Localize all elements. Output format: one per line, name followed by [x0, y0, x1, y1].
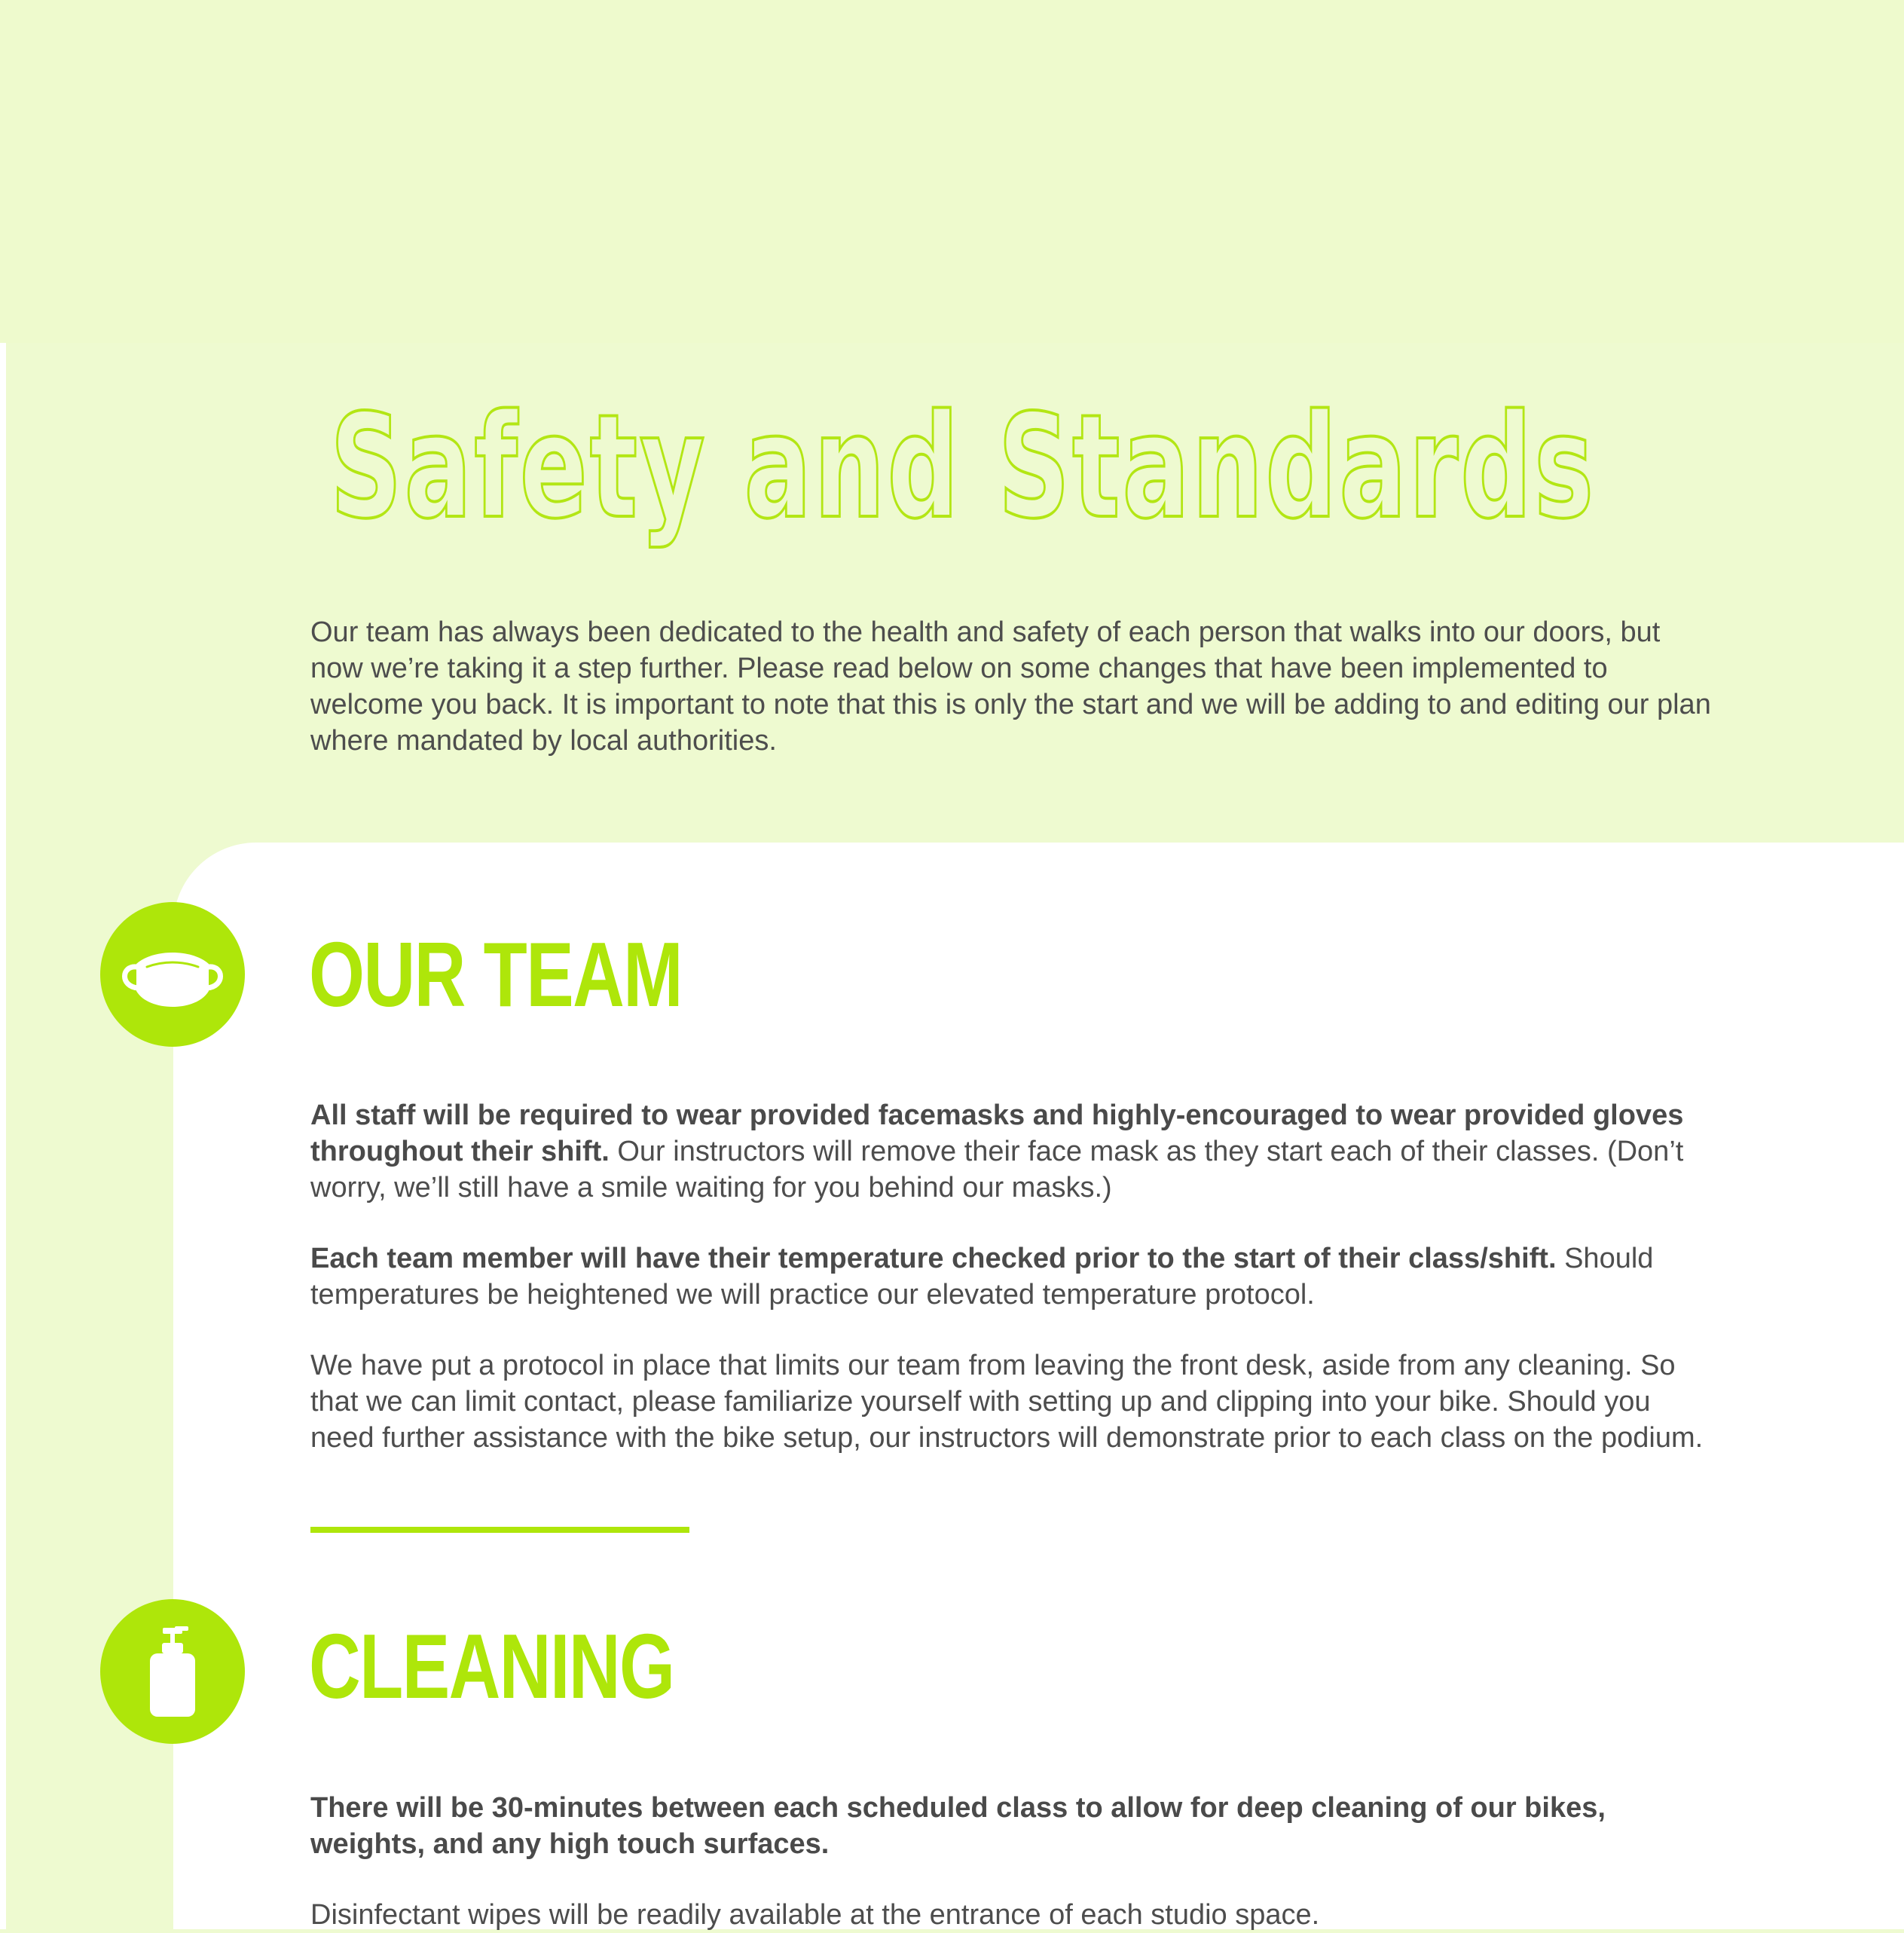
intro-paragraph: Our team has always been dedicated to the health and safety of each person that walks into our doors, but now we’re taking it a step further. Please read below on some changes that have been implemented to welcome you back. It is important to note that this is only the start and we will be adding to and editing our plan where mandated by local authorities. — [310, 616, 1711, 757]
team-paragraph-1-bold: All staff will be required to wear provided facemasks and highly-encouraged to wear provided gloves throughout their shift. — [310, 1100, 1684, 1167]
section-divider — [310, 1527, 689, 1533]
team-paragraph-3 — [310, 1347, 1712, 1456]
facemask-icon — [100, 902, 245, 1047]
header-band — [0, 0, 1904, 343]
section-title-our-team: OUR TEAM — [309, 923, 683, 1026]
cleaning-paragraph-1 — [310, 1790, 1712, 1862]
page-title — [330, 377, 1611, 550]
cleaning-paragraph-1-bold: There will be 30-minutes between each scheduled class to allow for deep cleaning of our bikes, weights, and any high touch surfaces. — [310, 1792, 1606, 1860]
team-paragraph-2 — [310, 1240, 1712, 1313]
page-title-text: Safety and Standards — [330, 384, 1596, 550]
team-paragraph-2-bold: Each team member will have their temperature checked prior to the start of their class/shift. — [310, 1243, 1557, 1274]
cleaning-paragraph-2 — [310, 1897, 1712, 1933]
section-title-cleaning: CLEANING — [309, 1615, 674, 1717]
cleaning-paragraph-2-text: Disinfectant wipes will be readily available at the entrance of each studio space. — [310, 1899, 1320, 1931]
sanitizer-bottle-icon — [100, 1599, 245, 1744]
team-paragraph-3-text: We have put a protocol in place that limits our team from leaving the front desk, aside from any cleaning. So that we can limit contact, please familiarize yourself with setting up and clipping into your bike. Should you need further assistance with the bike setup, our instructors will demonstrate prior to each class on the podium. — [310, 1350, 1704, 1454]
team-paragraph-1-text: Our instructors will remove their face mask as they start each of their classes. (Don’t worry, we’ll still have a smile waiting for you behind our masks.) — [310, 1136, 1684, 1204]
team-paragraph-1 — [310, 1097, 1712, 1206]
left-edge-strip — [0, 343, 6, 1929]
team-paragraph-2-text: Should temperatures be heightened we will practice our elevated temperature protocol. — [310, 1243, 1654, 1311]
